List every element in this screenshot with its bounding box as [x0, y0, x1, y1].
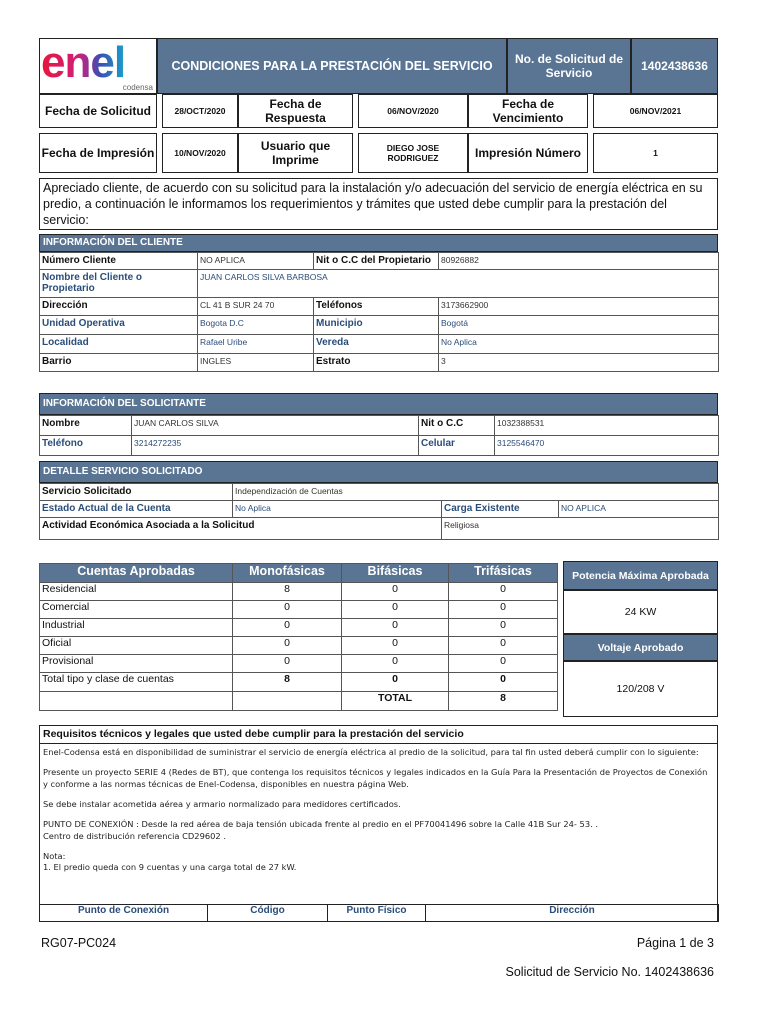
applicant-mobile-label: Celular: [419, 436, 495, 456]
request-number-label: No. de Solicitud de Servicio: [507, 38, 631, 94]
voltage-label: Voltaje Aprobado: [563, 634, 718, 661]
client-name-label: Nombre del Cliente o Propietario: [40, 270, 198, 298]
request-reference: Solicitud de Servicio No. 1402438636: [505, 965, 714, 979]
locality-label: Localidad: [40, 335, 198, 354]
account-bi: 0: [342, 619, 449, 637]
account-state-label: Estado Actual de la Cuenta: [40, 501, 233, 518]
estrato: 3: [439, 354, 719, 372]
client-number-label: Número Cliente: [40, 253, 198, 270]
requirements-p1: Enel-Codensa está en disponibilidad de suministrar el servicio de energía eléctrica al predio de la solicitud, para tal fin usted deberá cumplir con lo siguiente:: [43, 747, 699, 757]
requested-service: Independización de Cuentas: [233, 484, 719, 501]
applicant-name: JUAN CARLOS SILVA: [132, 416, 419, 436]
owner-nit-label: Nit o C.C del Propietario: [314, 253, 439, 270]
account-type: Provisional: [40, 655, 233, 673]
account-bi-total: 0: [342, 673, 449, 692]
request-number: 1402438636: [631, 38, 718, 94]
account-tri: 0: [449, 619, 558, 637]
table-row: [40, 583, 558, 601]
grand-total-label: TOTAL: [342, 692, 449, 711]
connection-table: [39, 904, 719, 922]
account-mono: 0: [233, 637, 342, 655]
address-header: Dirección: [426, 905, 719, 922]
locality: Rafael Uribe: [198, 335, 314, 354]
existing-load-label: Carga Existente: [442, 501, 559, 518]
barrio-label: Barrio: [40, 354, 198, 372]
accounts-header-type: Cuentas Aprobadas: [40, 564, 233, 583]
table-row: [40, 673, 558, 692]
note-1: 1. El predio queda con 9 cuentas y una carga total de 27 kW.: [43, 862, 297, 872]
account-bi: 0: [342, 583, 449, 601]
applicant-mobile: 3125546470: [495, 436, 719, 456]
enel-logo-icon: [41, 43, 157, 85]
applicant-phone: 3214272235: [132, 436, 419, 456]
applicant-name-label: Nombre: [40, 416, 132, 436]
client-number: NO APLICA: [198, 253, 314, 270]
expiry-date: 06/NOV/2021: [593, 94, 718, 128]
operating-unit: Bogota D.C: [198, 316, 314, 335]
vereda: No Aplica: [439, 335, 719, 354]
request-date-label: Fecha de Solicitud: [39, 94, 157, 128]
print-number-label: Impresión Número: [468, 133, 588, 173]
account-tri-total: 0: [449, 673, 558, 692]
economic-activity: Religiosa: [442, 518, 719, 540]
account-mono: 0: [233, 619, 342, 637]
account-state: No Aplica: [233, 501, 442, 518]
table-row: [40, 601, 558, 619]
account-tri: 0: [449, 637, 558, 655]
print-number: 1: [593, 133, 718, 173]
page-number: Página 1 de 3: [636, 936, 714, 950]
municipality-label: Municipio: [314, 316, 439, 335]
logo-box: [39, 38, 157, 94]
response-date: 06/NOV/2020: [358, 94, 468, 128]
applicant-nit: 1032388531: [495, 416, 719, 436]
municipality: Bogotá: [439, 316, 719, 335]
grand-total: 8: [449, 692, 558, 711]
account-mono: 8: [233, 583, 342, 601]
requirements-p2: Presente un proyecto SERIE 4 (Redes de BT), que contenga los requisitos técnicos y legales indicados en la Guía Para la Presentación de Proyectos de Conexión y conforme a las normas técnicas de Enel-Codensa, disponibles en nuestra página Web.: [43, 767, 708, 789]
accounts-table: [39, 563, 558, 711]
accounts-header-mono: Monofásicas: [233, 564, 342, 583]
account-type: Industrial: [40, 619, 233, 637]
form-code: RG07-PC024: [41, 936, 117, 950]
page-title: CONDICIONES PARA LA PRESTACIÓN DEL SERVICIO: [157, 38, 507, 94]
client-section-title: INFORMACIÓN DEL CLIENTE: [39, 234, 718, 252]
table-row: [40, 637, 558, 655]
account-mono: 0: [233, 601, 342, 619]
physical-point-header: Punto Físico: [328, 905, 426, 922]
max-power: 24 KW: [563, 590, 718, 634]
account-type-total: Total tipo y clase de cuentas: [40, 673, 233, 692]
client-name: JUAN CARLOS SILVA BARBOSA: [198, 270, 719, 298]
grand-total-row: [40, 692, 558, 711]
account-mono: 0: [233, 655, 342, 673]
applicant-nit-label: Nit o C.C: [419, 416, 495, 436]
grand-total-spacer: [233, 692, 342, 711]
service-section-title: DETALLE SERVICIO SOLICITADO: [39, 461, 718, 483]
request-date: 28/OCT/2020: [162, 94, 238, 128]
note-label: Nota:: [43, 851, 66, 861]
printed-by-label: Usuario que Imprime: [238, 133, 353, 173]
requirements-title: Requisitos técnicos y legales que usted debe cumplir para la prestación del servicio: [40, 726, 717, 744]
account-tri: 0: [449, 655, 558, 673]
phones-label: Teléfonos: [314, 298, 439, 316]
client-section: [39, 234, 718, 372]
owner-nit: 80926882: [439, 253, 719, 270]
operating-unit-label: Unidad Operativa: [40, 316, 198, 335]
connection-point: PUNTO DE CONEXIÓN : Desde la red aérea de baja tensión ubicada frente al predio en el PF70041496 sobre la Calle 41B Sur 24- 53. .: [43, 819, 599, 829]
applicant-section-title: INFORMACIÓN DEL SOLICITANTE: [39, 393, 718, 415]
max-power-label: Potencia Máxima Aprobada: [563, 561, 718, 590]
distribution-center: Centro de distribución referencia CD29602 .: [43, 831, 226, 841]
printed-by: DIEGO JOSE RODRIGUEZ: [358, 133, 468, 173]
svg-text:enel: enel: [41, 43, 126, 85]
vereda-label: Vereda: [314, 335, 439, 354]
accounts-header-bi: Bifásicas: [342, 564, 449, 583]
brand-subtitle: codensa: [122, 83, 153, 92]
account-bi: 0: [342, 601, 449, 619]
account-type: Comercial: [40, 601, 233, 619]
code-header: Código: [208, 905, 328, 922]
account-bi: 0: [342, 637, 449, 655]
response-date-label: Fecha de Respuesta: [238, 94, 353, 128]
expiry-date-label: Fecha de Vencimiento: [468, 94, 588, 128]
table-row: [40, 655, 558, 673]
grand-total-spacer: [40, 692, 233, 711]
voltage: 120/208 V: [563, 661, 718, 717]
existing-load: NO APLICA: [559, 501, 719, 518]
account-bi: 0: [342, 655, 449, 673]
account-mono-total: 8: [233, 673, 342, 692]
print-date: 10/NOV/2020: [162, 133, 238, 173]
address-label: Dirección: [40, 298, 198, 316]
service-section: [39, 461, 718, 540]
connection-point-header: Punto de Conexión: [40, 905, 208, 922]
requirements-p3: Se debe instalar acometida aérea y armario normalizado para medidores certificados.: [43, 799, 401, 809]
print-date-label: Fecha de Impresión: [39, 133, 157, 173]
account-tri: 0: [449, 583, 558, 601]
phones: 3173662900: [439, 298, 719, 316]
address: CL 41 B SUR 24 70: [198, 298, 314, 316]
table-row: [40, 619, 558, 637]
intro-text: Apreciado cliente, de acuerdo con su solicitud para la instalación y/o adecuación del servicio de energía eléctrica en su predio, a continuación le informamos los requerimientos y trámites que usted debe cumplir para la prestación del servicio:: [39, 178, 718, 230]
account-type: Oficial: [40, 637, 233, 655]
applicant-phone-label: Teléfono: [40, 436, 132, 456]
barrio: INGLES: [198, 354, 314, 372]
accounts-header-tri: Trifásicas: [449, 564, 558, 583]
account-tri: 0: [449, 601, 558, 619]
accounts-header-row: [40, 564, 558, 583]
account-type: Residencial: [40, 583, 233, 601]
applicant-section: [39, 393, 718, 456]
requirements-box: [39, 725, 718, 922]
requested-service-label: Servicio Solicitado: [40, 484, 233, 501]
economic-activity-label: Actividad Económica Asociada a la Solicitud: [40, 518, 442, 540]
estrato-label: Estrato: [314, 354, 439, 372]
